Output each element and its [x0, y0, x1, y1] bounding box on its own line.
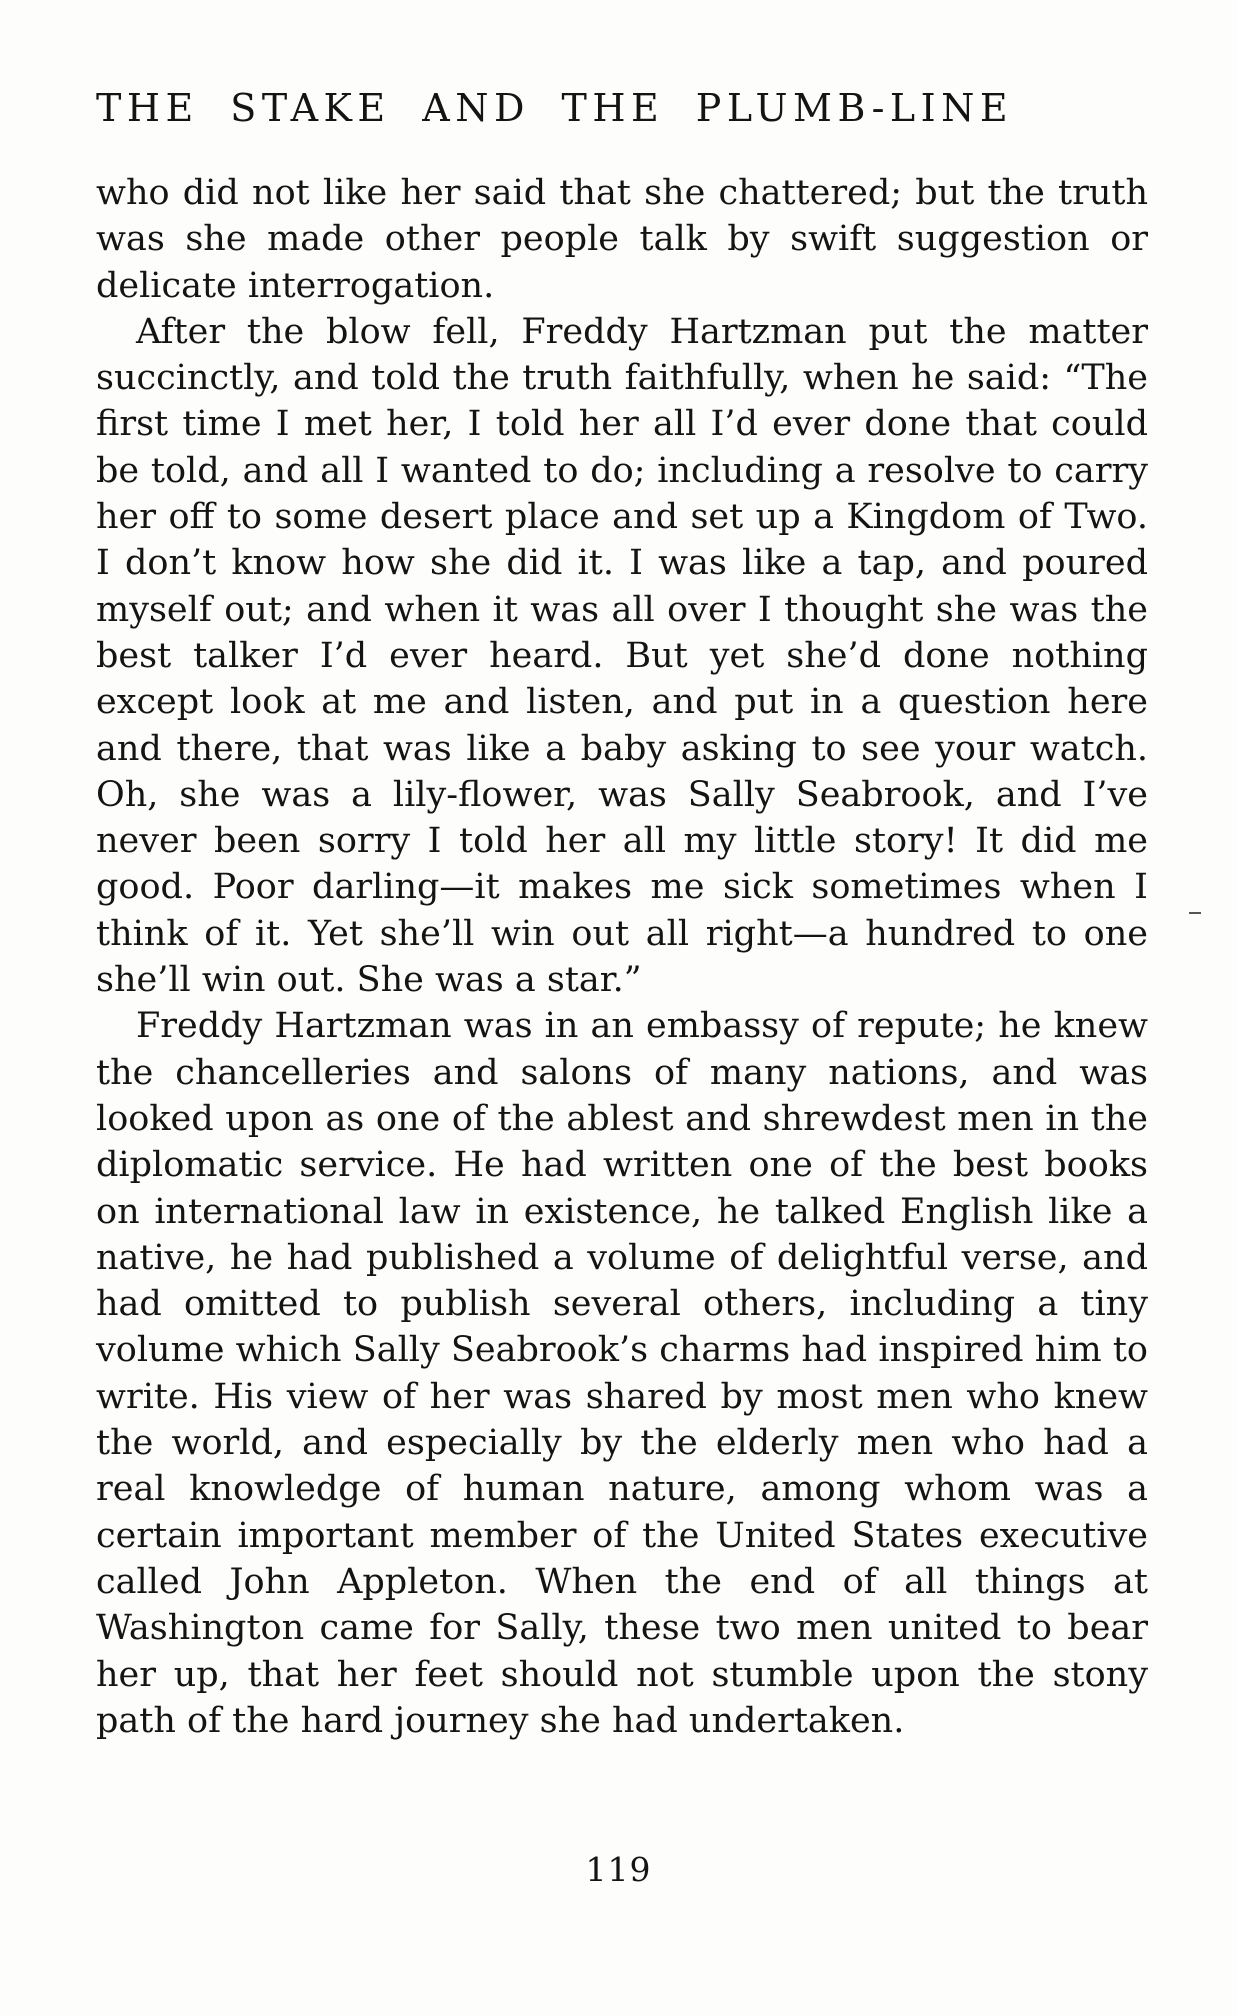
page-number: 119 — [585, 1850, 652, 1889]
paragraph-hartzman-quote: After the blow fell, Freddy Hartzman put the matter succinctly, and told the truth faithfully, when he said: “The first time I met her, I told her all I’d ever done that could be told, and all I wanted to do; including a resolve to carry her off to some desert place and set up a Kingdom of Two. I don’t know how she did it. I was like a tap, and poured myself out; and when it was all over I thought she was the best talker I’d ever heard. But yet she’d done nothing except look at me and listen, and put in a question here and there, that was like a baby asking to see your watch. Oh, she was a lily-flower, was Sally Seabrook, and I’ve never been sorry I told her all my little story! It did me good. Poor darling—it makes me sick sometimes when I think of it. Yet she’ll win out all right—a hundred to one she’ll win out. She was a star.” — [96, 311, 1148, 1001]
body-text — [96, 170, 1148, 1744]
paragraph-continuation: who did not like her said that she chattered; but the truth was she made other people talk by swift suggestion or delicate interrogation. — [96, 173, 1148, 306]
running-head: THE STAKE AND THE PLUMB-LINE — [96, 86, 1014, 130]
margin-mark — [1189, 912, 1201, 914]
paragraph-hartzman-bio: Freddy Hartzman was in an embassy of repute; he knew the chancelleries and salons of many nations, and was looked upon as one of the ablest and shrewdest men in the diplomatic service. He had written one of the best books on international law in existence, he talked English like a native, he had published a volume of delightful verse, and had omitted to publish several others, including a tiny volume which Sally Seabrook’s charms had inspired him to write. His view of her was shared by most men who knew the world, and especially by the elderly men who had a real knowledge of human nature, among whom was a certain important member of the United States executive called John Appleton. When the end of all things at Washington came for Sally, these two men united to bear her up, that her feet should not stumble upon the stony path of the hard journey she had undertaken. — [96, 1006, 1148, 1741]
